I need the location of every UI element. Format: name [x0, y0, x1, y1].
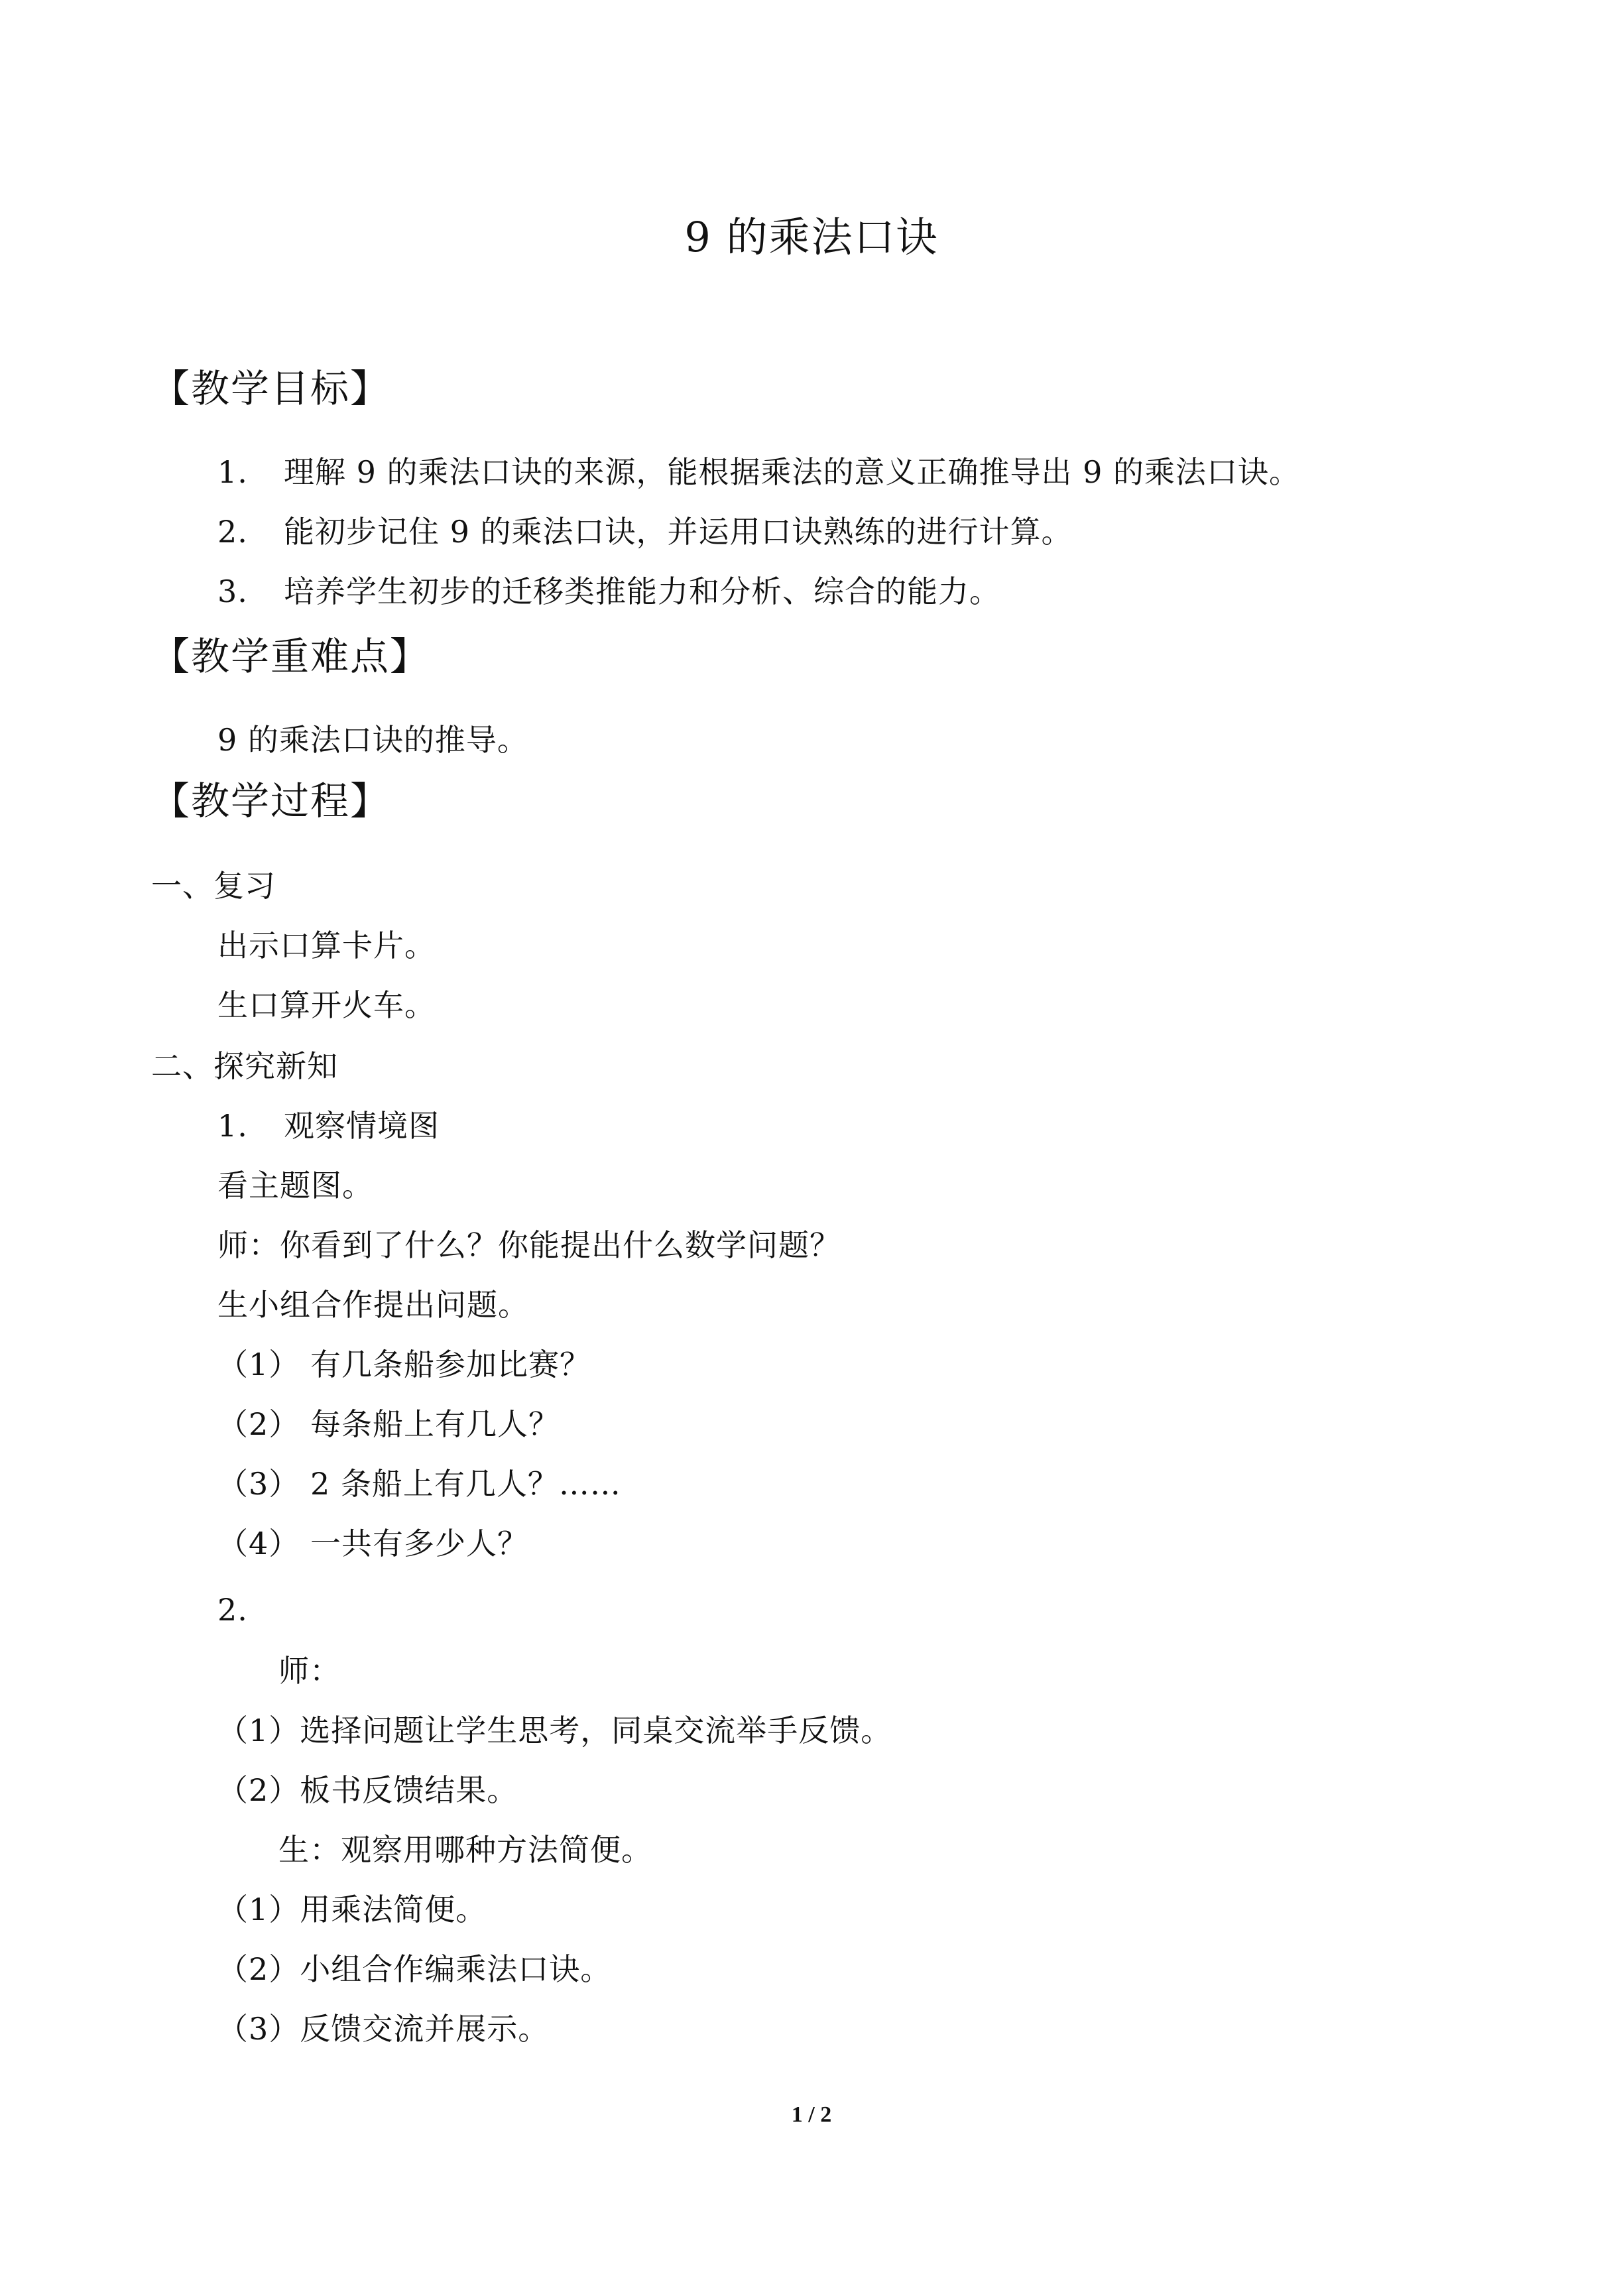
step-two: 2. — [217, 1592, 248, 1628]
goal-number: 2. — [217, 514, 248, 550]
question-text: 每条船上有几人？ — [310, 1406, 560, 1442]
page-number: 1 / 2 — [791, 2102, 832, 2127]
goal-number: 1. — [217, 454, 248, 490]
step-text: 观察情境图 — [284, 1108, 440, 1144]
question-text: 2 条船上有几人？…… — [310, 1466, 621, 1502]
question-item — [217, 1345, 591, 1384]
question-item — [217, 1464, 621, 1504]
goal-text: 理解 9 的乘法口诀的来源，能根据乘法的意义正确推导出 9 的乘法口诀。 — [284, 454, 1301, 490]
question-item — [217, 1524, 528, 1563]
step-number: 1. — [217, 1108, 248, 1144]
review-line: 生口算开火车。 — [217, 987, 436, 1023]
section-heading-process: 【教学过程】 — [151, 778, 391, 823]
question-text: 一共有多少人？ — [310, 1526, 528, 1561]
section-heading-goals: 【教学目标】 — [151, 366, 391, 411]
student-item: （2）小组合作编乘法口诀。 — [217, 1951, 612, 1987]
teacher-item: （1）选择问题让学生思考，同桌交流举手反馈。 — [217, 1713, 892, 1748]
question-number: （1） — [217, 1347, 300, 1382]
teacher-item: （2）板书反馈结果。 — [217, 1772, 518, 1808]
goal-text: 培养学生初步的迁移类推能力和分析、综合的能力。 — [284, 574, 1000, 609]
focus-text: 9 的乘法口诀的推导。 — [217, 722, 528, 758]
goal-item — [217, 452, 1300, 492]
student-item: （3）反馈交流并展示。 — [217, 2011, 550, 2047]
look-line: 看主题图。 — [217, 1168, 373, 1203]
step-one — [217, 1106, 440, 1146]
student-item: （1）用乘法简便。 — [217, 1892, 487, 1927]
goal-item — [217, 512, 1073, 552]
question-number: （3） — [217, 1466, 300, 1502]
goal-number: 3. — [217, 574, 248, 609]
review-heading: 一、复习 — [151, 868, 276, 904]
review-line: 出示口算卡片。 — [217, 928, 436, 963]
teacher-label: 师： — [278, 1653, 341, 1689]
question-number: （2） — [217, 1406, 300, 1442]
question-number: （4） — [217, 1526, 300, 1561]
question-item — [217, 1404, 560, 1444]
question-text: 有几条船参加比赛？ — [310, 1347, 591, 1382]
group-line: 生小组合作提出问题。 — [217, 1287, 529, 1323]
document-title: 9 的乘法口诀 — [684, 213, 939, 261]
goal-item — [217, 572, 1000, 611]
explore-heading: 二、探究新知 — [151, 1048, 338, 1084]
goal-text: 能初步记住 9 的乘法口诀，并运用口诀熟练的进行计算。 — [284, 514, 1073, 550]
student-label: 生：观察用哪种方法简便。 — [278, 1832, 652, 1868]
teacher-question: 师：你看到了什么？你能提出什么数学问题？ — [217, 1227, 841, 1263]
section-heading-focus: 【教学重难点】 — [151, 634, 430, 679]
